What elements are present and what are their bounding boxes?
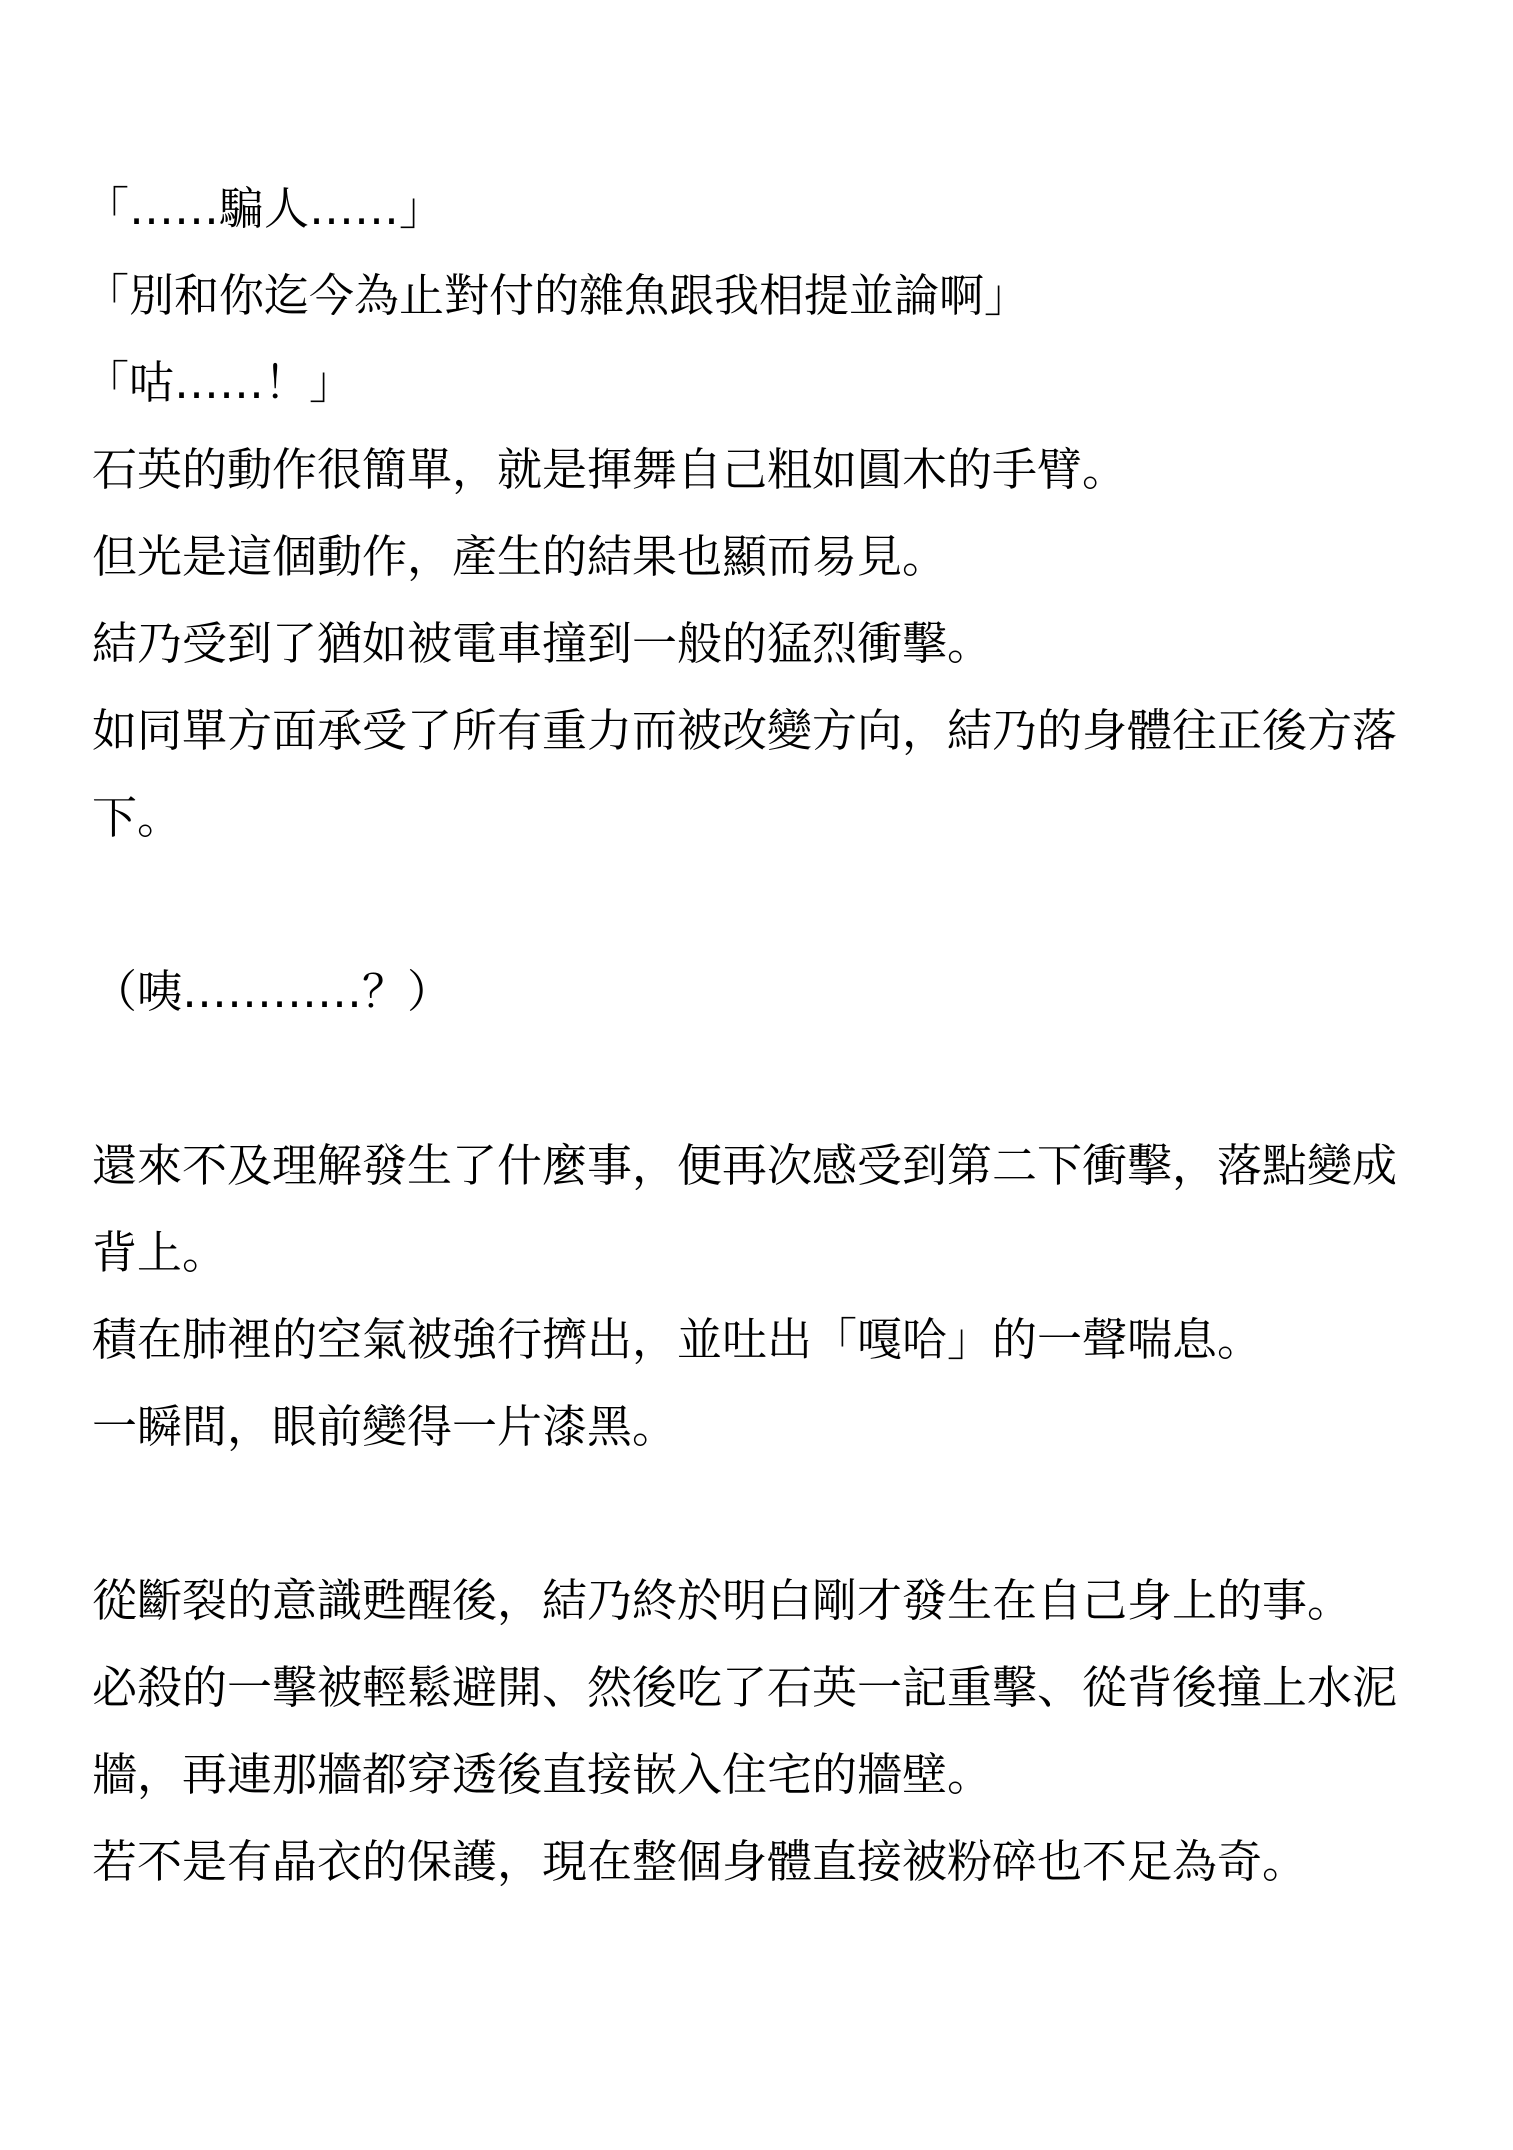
blank-line xyxy=(92,1035,1437,1122)
paragraph-8: （咦…………？） xyxy=(92,965,453,1018)
blank-line xyxy=(92,1470,1437,1557)
paragraph-9: 還來不及理解發生了什麼事，便再次感受到第二下衝擊，落點變成背上。 xyxy=(92,1139,1398,1279)
paragraph-1: 「……騙人……」 xyxy=(84,182,445,235)
paragraph-11: 一瞬間，眼前變得一片漆黑。 xyxy=(92,1400,678,1453)
paragraph-7: 如同單方面承受了所有重力而被改變方向，結乃的身體往正後方落下。 xyxy=(92,704,1398,844)
paragraph-14: 若不是有晶衣的保護，現在整個身體直接被粉碎也不足為奇。 xyxy=(92,1835,1308,1888)
paragraph-6: 結乃受到了猶如被電車撞到一般的猛烈衝擊。 xyxy=(92,617,993,670)
paragraph-3: 「咕……！」 xyxy=(84,356,355,409)
paragraph-2: 「別和你迄今為止對付的雜魚跟我相提並論啊」 xyxy=(84,269,1030,322)
paragraph-5: 但光是這個動作，產生的結果也顯而易見。 xyxy=(92,530,948,583)
paragraph-12: 從斷裂的意識甦醒後，結乃終於明白剛才發生在自己身上的事。 xyxy=(92,1574,1353,1627)
novel-text-body xyxy=(84,165,1437,1905)
paragraph-13: 必殺的一擊被輕鬆避開、然後吃了石英一記重擊、從背後撞上水泥牆，再連那牆都穿透後直接嵌入住宅的牆壁。 xyxy=(92,1661,1398,1801)
paragraph-4: 石英的動作很簡單，就是揮舞自己粗如圓木的手臂。 xyxy=(92,443,1128,496)
blank-line xyxy=(92,861,1437,948)
paragraph-10: 積在肺裡的空氣被強行擠出，並吐出「嘎哈」的一聲喘息。 xyxy=(92,1313,1263,1366)
